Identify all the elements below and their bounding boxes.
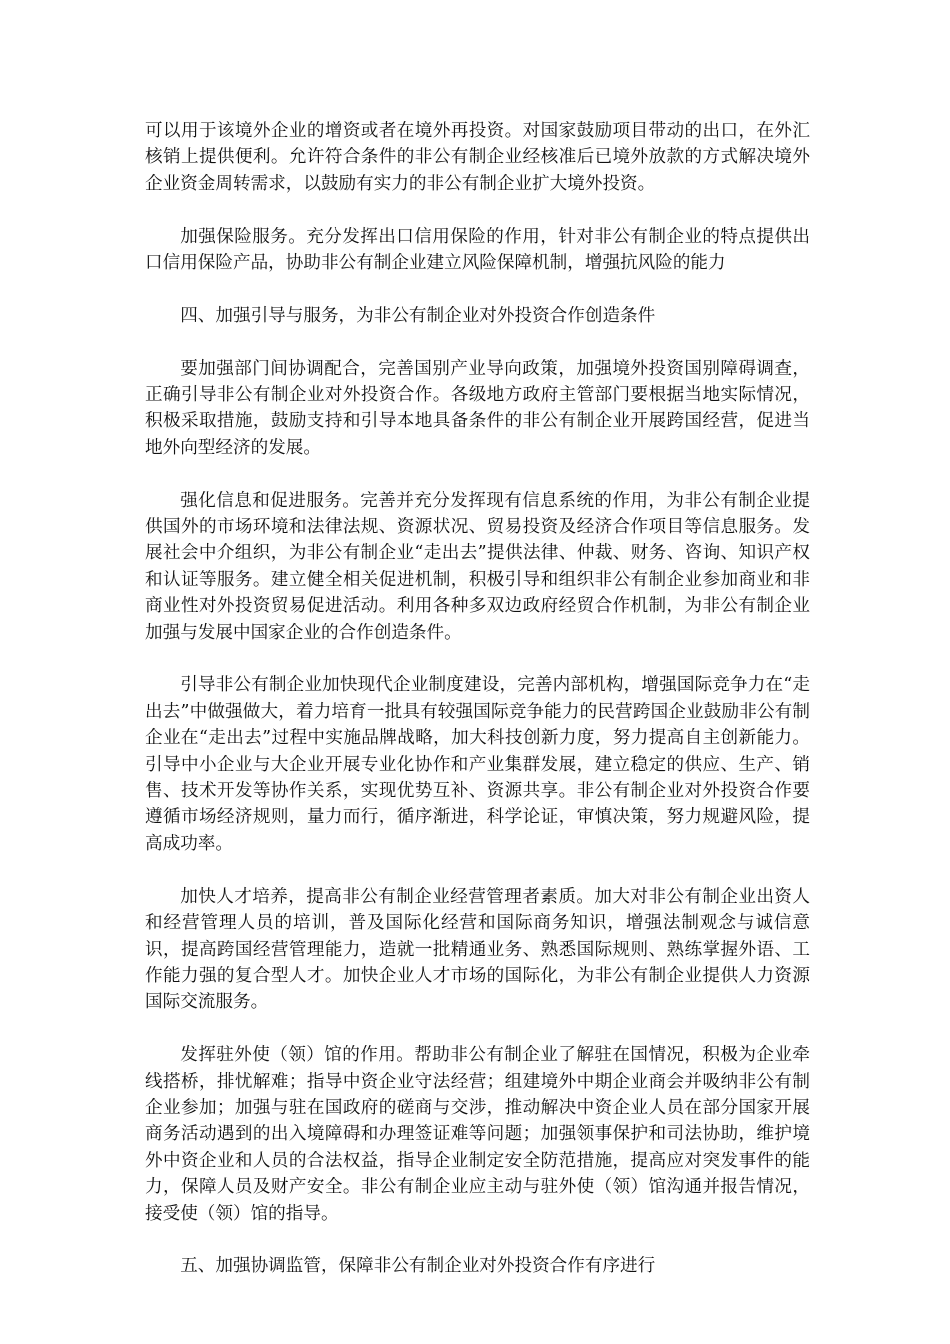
document-page [145, 118, 810, 1306]
paragraph-information-service: 强化信息和促进服务。完善并充分发挥现有信息系统的作用，为非公有制企业提供国外的市场环境和法律法规、资源状况、贸易投资及经济合作项目等信息服务。发展社会中介组织，为非公有制企业“走出去”提供法律、仲裁、财务、咨询、知识产权和认证等服务。建立健全相关促进机制，积极引导和组织非公有制企业参加商业和非商业性对外投资贸易促进活动。利用各种多双边政府经贸合作机制，为非公有制企业加强与发展中国家企业的合作创造条件。 [145, 490, 810, 643]
paragraph-embassy-role: 发挥驻外使（领）馆的作用。帮助非公有制企业了解驻在国情况，积极为企业牵线搭桥，排忧解难；指导中资企业守法经营；组建境外中期企业商会并吸纳非公有制企业参加；加强与驻在国政府的磋商与交涉，推动解决中资企业人员在部分国家开展商务活动遇到的出入境障碍和办理签证难等问题；加强领事保护和司法协助，维护境外中资企业和人员的合法权益，指导企业制定安全防范措施，提高应对突发事件的能力，保障人员及财产安全。非公有制企业应主动与驻外使（领）馆沟通并报告情况，接受使（领）馆的指导。 [145, 1045, 810, 1224]
paragraph-enterprise-system: 引导非公有制企业加快现代企业制度建设，完善内部机构，增强国际竞争力在“走出去”中做强做大，着力培育一批具有较强国际竞争能力的民营跨国企业鼓励非公有制企业在“走出去”过程中实施品牌战略，加大科技创新力度，努力提高自主创新能力。引导中小企业与大企业开展专业化协作和产业集群发展，建立稳定的供应、生产、销售、技术开发等协作关系，实现优势互补、资源共享。非公有制企业对外投资合作要遵循市场经济规则，量力而行，循序渐进，科学论证，审慎决策，努力规避风险，提高成功率。 [145, 675, 810, 854]
paragraph-insurance-service: 加强保险服务。充分发挥出口信用保险的作用，针对非公有制企业的特点提供出口信用保险产品，协助非公有制企业建立风险保障机制，增强抗风险的能力 [145, 226, 810, 274]
section-heading-four: 四、加强引导与服务，为非公有制企业对外投资合作创造条件 [180, 305, 656, 326]
paragraph-coordination: 要加强部门间协调配合，完善国别产业导向政策，加强境外投资国别障碍调查，正确引导非公有制企业对外投资合作。各级地方政府主管部门要根据当地实际情况，积极采取措施，鼓励支持和引导本地具备条件的非公有制企业开展跨国经营，促进当地外向型经济的发展。 [145, 358, 810, 458]
paragraph-talent-training: 加快人才培养，提高非公有制企业经营管理者素质。加大对非公有制企业出资人和经营管理人员的培训，普及国际化经营和国际商务知识，增强法制观念与诚信意识，提高跨国经营管理能力，造就一批精通业务、熟悉国际规则、熟练掌握外语、工作能力强的复合型人才。加快企业人才市场的国际化，为非公有制企业提供人力资源国际交流服务。 [145, 886, 810, 1013]
section-heading-five: 五、加强协调监管，保障非公有制企业对外投资合作有序进行 [180, 1256, 656, 1277]
paragraph-continuation: 可以用于该境外企业的增资或者在境外再投资。对国家鼓励项目带动的出口，在外汇核销上提供便利。允许符合条件的非公有制企业经核准后已境外放款的方式解决境外企业资金周转需求，以鼓励有实力的非公有制企业扩大境外投资。 [145, 121, 810, 194]
